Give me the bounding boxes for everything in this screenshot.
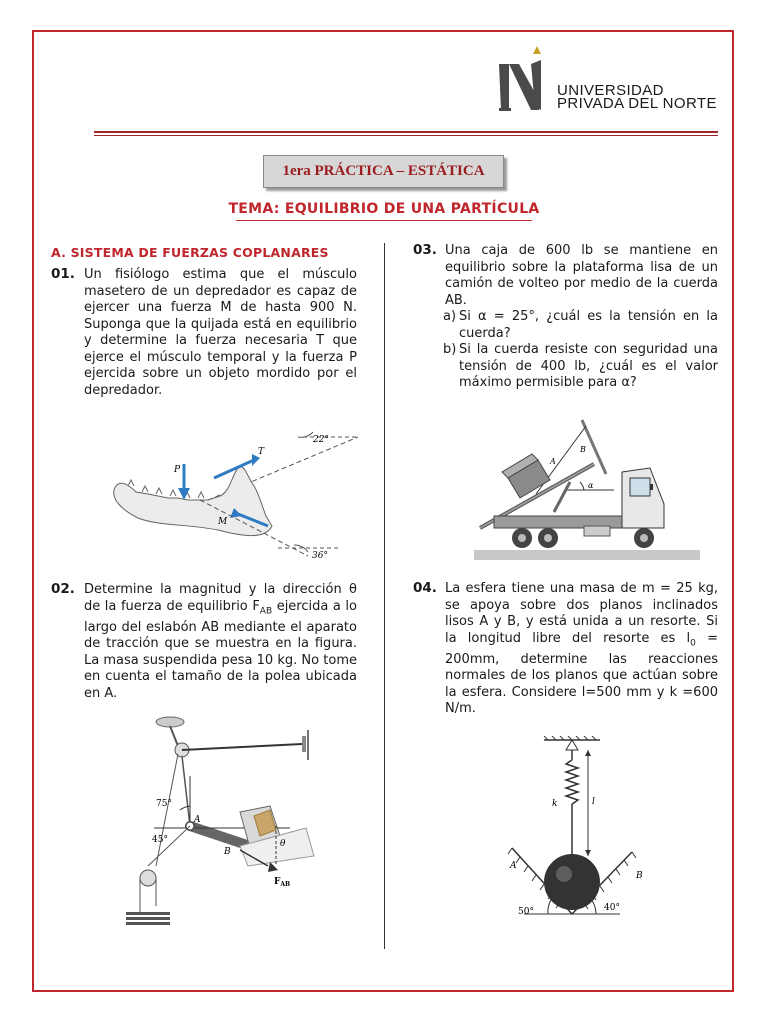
page-title: 1era PRÁCTICA – ESTÁTICA bbox=[263, 155, 504, 188]
spring-k-label: k bbox=[552, 799, 558, 809]
problem-02-text bbox=[84, 582, 357, 702]
cord-b-label: B bbox=[580, 445, 586, 454]
cord-a-label: A bbox=[550, 457, 556, 466]
problem-03-statement: Una caja de 600 lb se mantiene en equilibrio sobre la plataforma lisa de un camión de volteo por medio de la cuerda AB. bbox=[445, 243, 718, 308]
problem-02-number: 02. bbox=[51, 581, 75, 597]
problem-02-subscript: AB bbox=[259, 606, 273, 617]
problem-03-text bbox=[445, 243, 718, 392]
force-f-text: F bbox=[274, 877, 281, 887]
angle-40-label: 40° bbox=[604, 903, 620, 913]
length-l-label: l bbox=[592, 797, 595, 807]
problem-04-text-a: La esfera tiene una masa de m = 25 kg, se apoya sobre dos planos inclinados lisos A y B, y está unida a un resorte. Si la longitud libre del resorte es l bbox=[445, 581, 718, 646]
problem-02-text-b: ejercida a lo largo del eslabón AB mediante el aparato de tracción que se muestra en la figura. La masa suspendida pesa 10 kg. No tome en cuenta el tamaño de la polea ubicada en A. bbox=[84, 598, 357, 701]
force-fab-label bbox=[274, 877, 290, 888]
topic-underline bbox=[236, 220, 532, 221]
alpha-label: α bbox=[588, 481, 594, 490]
force-m-label: M bbox=[218, 517, 228, 527]
part-b-label: b) bbox=[443, 342, 457, 357]
jaw-figure bbox=[108, 420, 372, 570]
plane-a-label: A bbox=[510, 861, 517, 871]
university-logo bbox=[497, 44, 555, 112]
problem-03-part-b bbox=[443, 342, 718, 392]
theta-label: θ bbox=[280, 839, 286, 849]
problem-01-text: Un fisiólogo estima que el músculo masetero de un depredador es capaz de ejercer una fuerza M de hasta 900 N. Suponga que la quijada está en equilibrio y determine la fuerza necesaria T que ejerce el músculo temporal y la fuerza P ejercida sobre un objeto mordido por el depredador. bbox=[84, 267, 357, 398]
problem-04-text bbox=[445, 581, 718, 718]
topic-title: TEMA: EQUILIBRIO DE UNA PARTÍCULA bbox=[228, 201, 540, 217]
part-a-label: a) bbox=[443, 309, 457, 324]
dump-truck-figure bbox=[474, 412, 700, 560]
part-a-text: Si α = 25°, ¿cuál es la tensión en la cuerda? bbox=[459, 309, 718, 341]
force-t-label: T bbox=[258, 447, 265, 457]
university-line2: PRIVADA DEL NORTE bbox=[557, 95, 717, 112]
force-f-subscript: AB bbox=[280, 881, 291, 888]
header-rule-thin bbox=[94, 135, 718, 136]
part-b-text: Si la cuerda resiste con seguridad una tensión de 400 lb, ¿cuál es el valor máximo permisible para α? bbox=[459, 342, 718, 390]
problem-01-number: 01. bbox=[51, 266, 75, 282]
traction-figure bbox=[120, 716, 330, 930]
sphere-spring-figure bbox=[504, 736, 654, 926]
plane-b-label: B bbox=[636, 871, 643, 881]
angle-22-label: 22° bbox=[313, 435, 329, 445]
problem-03-number: 03. bbox=[413, 242, 437, 258]
problem-04-text-b: = 200mm, determine las reacciones normales de los planos que actúan sobre la esfera. Considere l=500 mm y k =600 N/m. bbox=[445, 630, 718, 717]
section-heading: A. SISTEMA DE FUERZAS COPLANARES bbox=[51, 245, 329, 260]
point-a-label: A bbox=[194, 815, 201, 825]
column-divider bbox=[384, 243, 385, 949]
problem-02-text-a: Determine la magnitud y la dirección θ de la fuerza de equilibrio F bbox=[84, 582, 357, 614]
university-line1: UNIVERSIDAD bbox=[557, 82, 664, 99]
problem-04-number: 04. bbox=[413, 580, 437, 596]
university-name bbox=[557, 84, 717, 110]
angle-50-label: 50° bbox=[518, 907, 534, 917]
angle-75-label: 75° bbox=[156, 799, 172, 809]
point-b-label: B bbox=[224, 847, 231, 857]
force-p-label: P bbox=[174, 465, 181, 475]
angle-45-label: 45° bbox=[152, 835, 168, 845]
angle-36-label: 36° bbox=[312, 551, 328, 561]
problem-04-subscript: 0 bbox=[690, 638, 696, 649]
problem-03-part-a bbox=[443, 309, 718, 342]
header-rule bbox=[94, 131, 718, 133]
